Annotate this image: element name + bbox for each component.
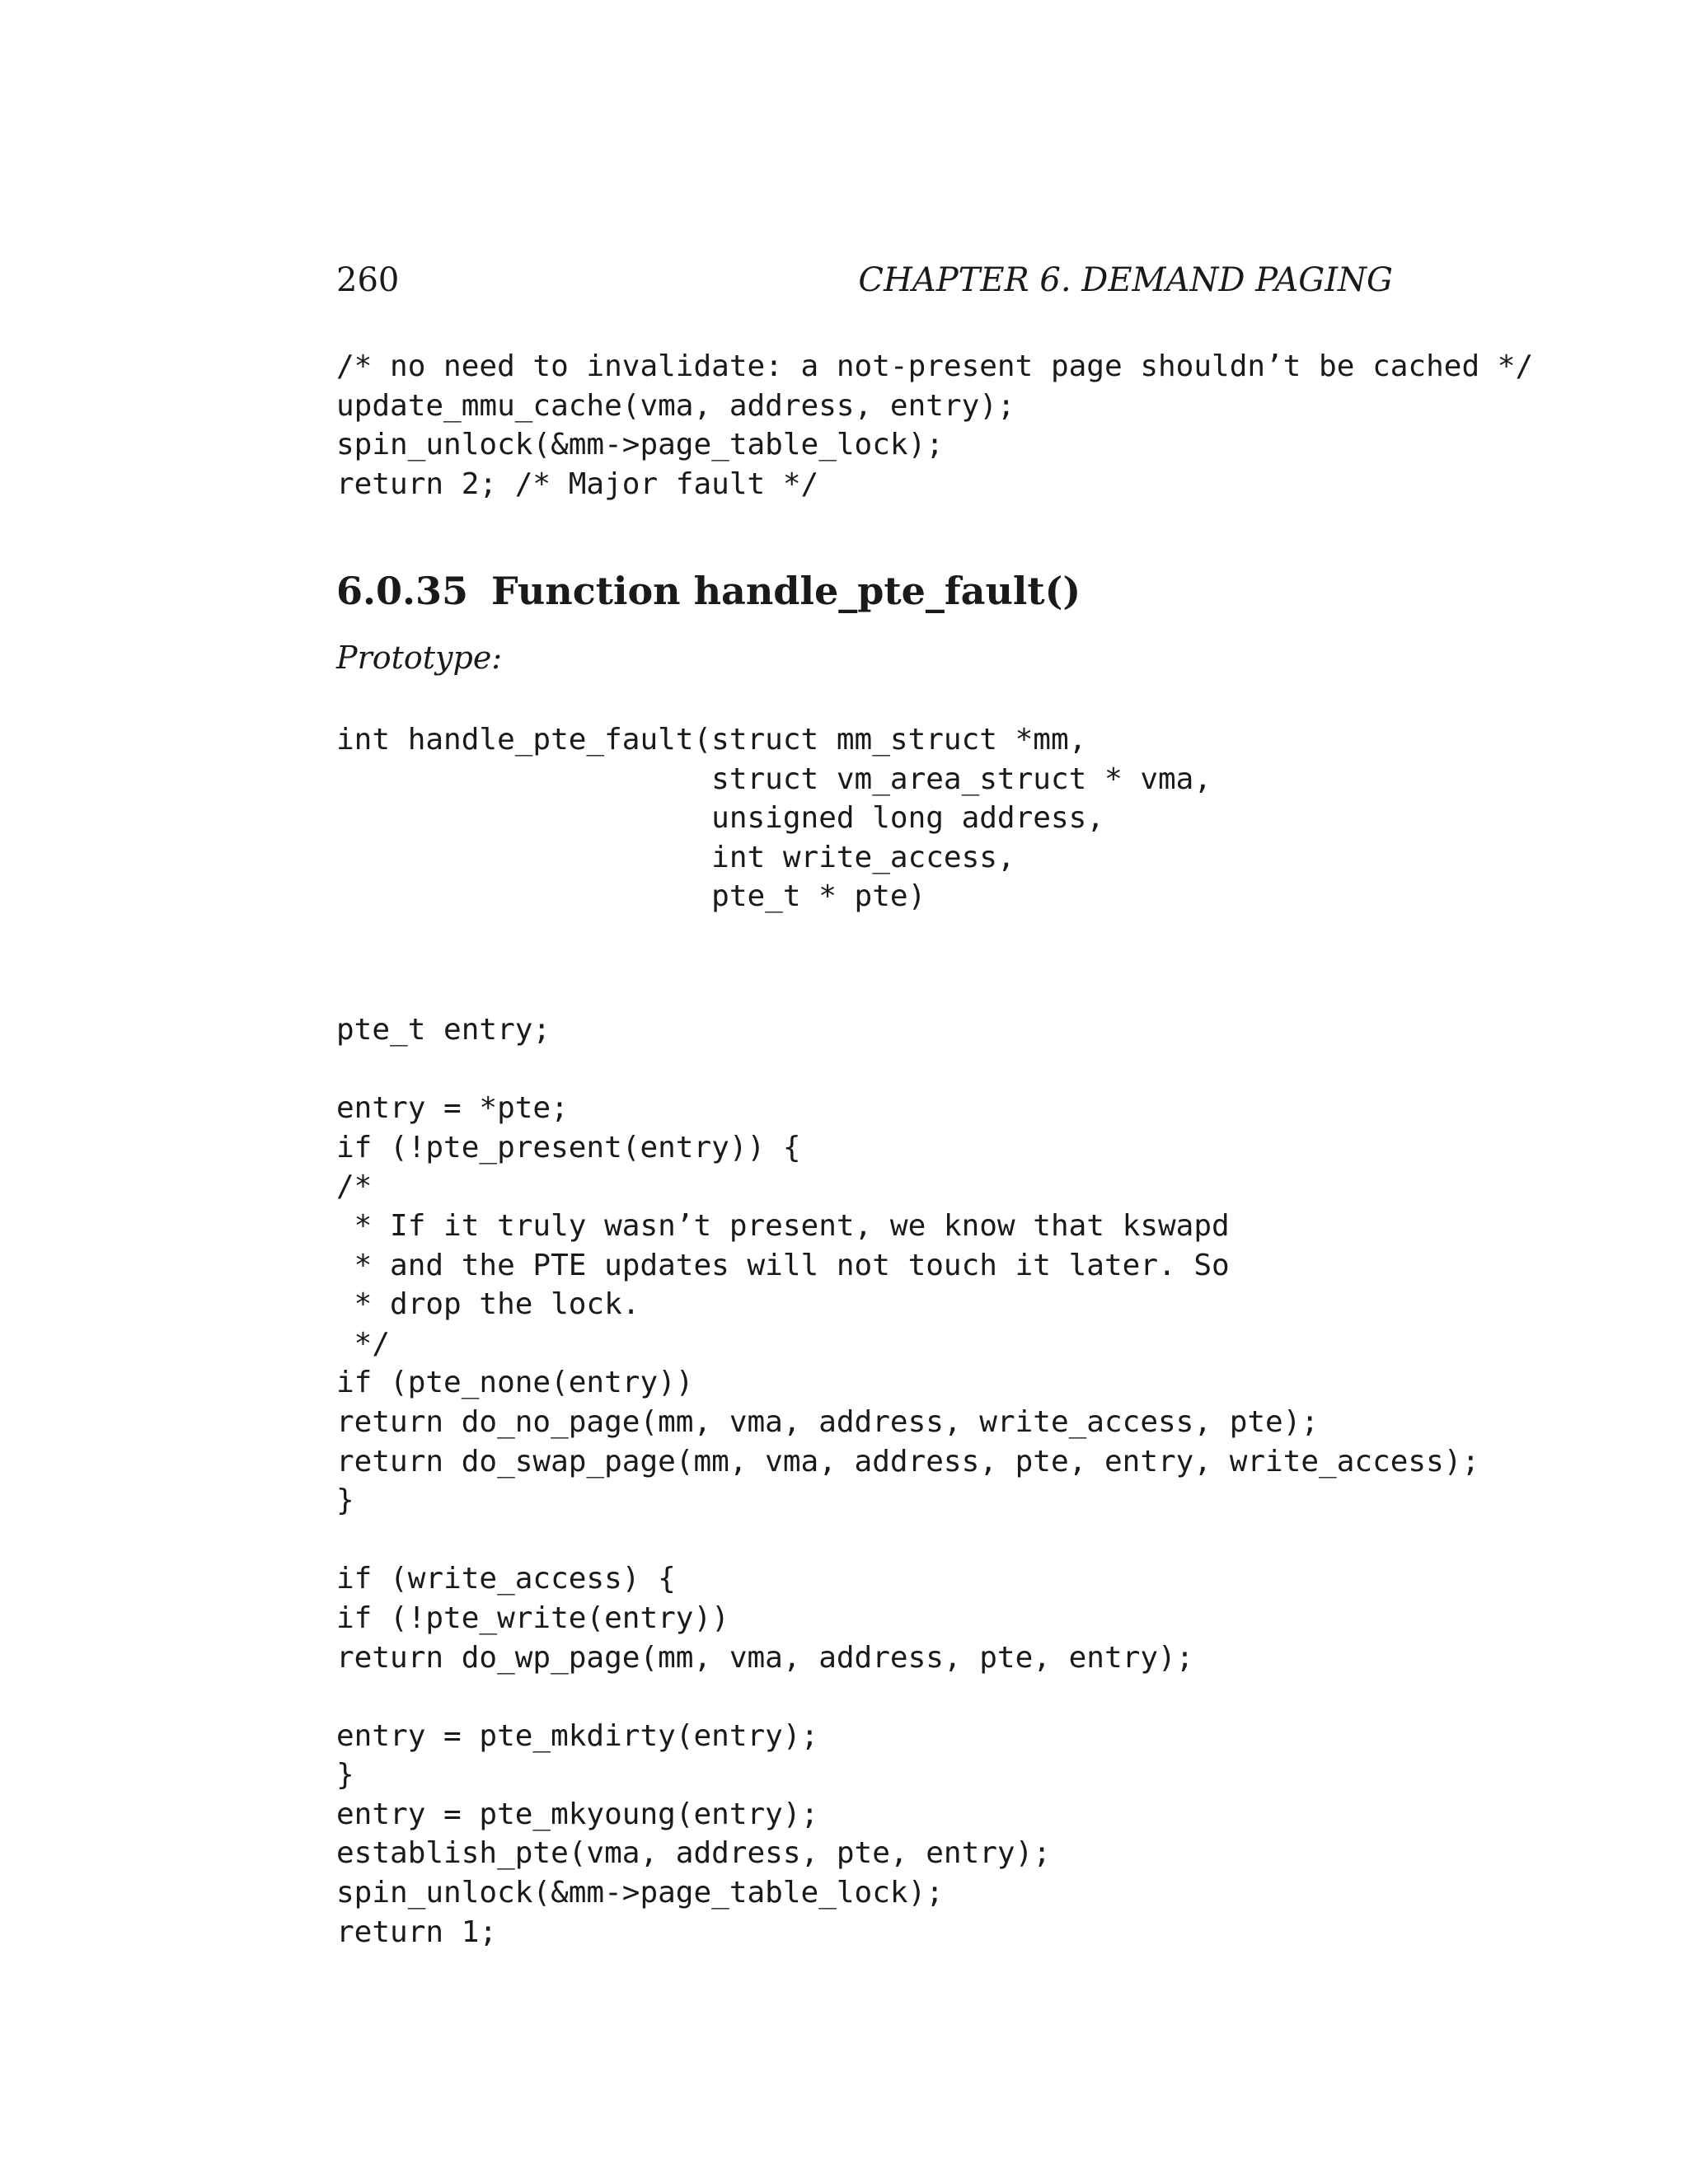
code-block-body: pte_t entry; entry = *pte; if (!pte_present(entry)) { /* * If it truly wasn’t present, we know that kswapd * and the PTE updates will not touch it later. So * drop the lock. */ if (pte_none(entry)) return do_no_page(mm, vma, address, write_access, pte); return do_swap_page(mm, vma, address, pte, entry, write_access); } if (write_access) { if (!pte_write(entry)) return do_wp_page(mm, vma, address, pte, entry); entry = pte_mkdirty(entry); } entry = pte_mkyoung(entry); establish_pte(vma, address, pte, entry); spin_unlock(&mm->page_table_lock); return 1;	[336, 1013, 1480, 1949]
running-head: CHAPTER 6. DEMAND PAGING	[858, 261, 1393, 299]
page-number: 260	[336, 261, 400, 299]
code-block-top: /* no need to invalidate: a not-present page shouldn’t be cached */ update_mmu_cache(vma, address, entry); spin_unlock(&mm->page_table_lock); return 2; /* Major fault */	[336, 349, 1534, 501]
section-number: 6.0.35	[336, 569, 469, 613]
section-heading	[336, 565, 1081, 617]
prototype-label: Prototype:	[336, 640, 503, 676]
section-title: Function handle_pte_fault()	[491, 569, 1081, 613]
code-block-prototype: int handle_pte_fault(struct mm_struct *mm, struct vm_area_struct * vma, unsigned long address, int write_access, pte_t * pte)	[336, 723, 1212, 914]
